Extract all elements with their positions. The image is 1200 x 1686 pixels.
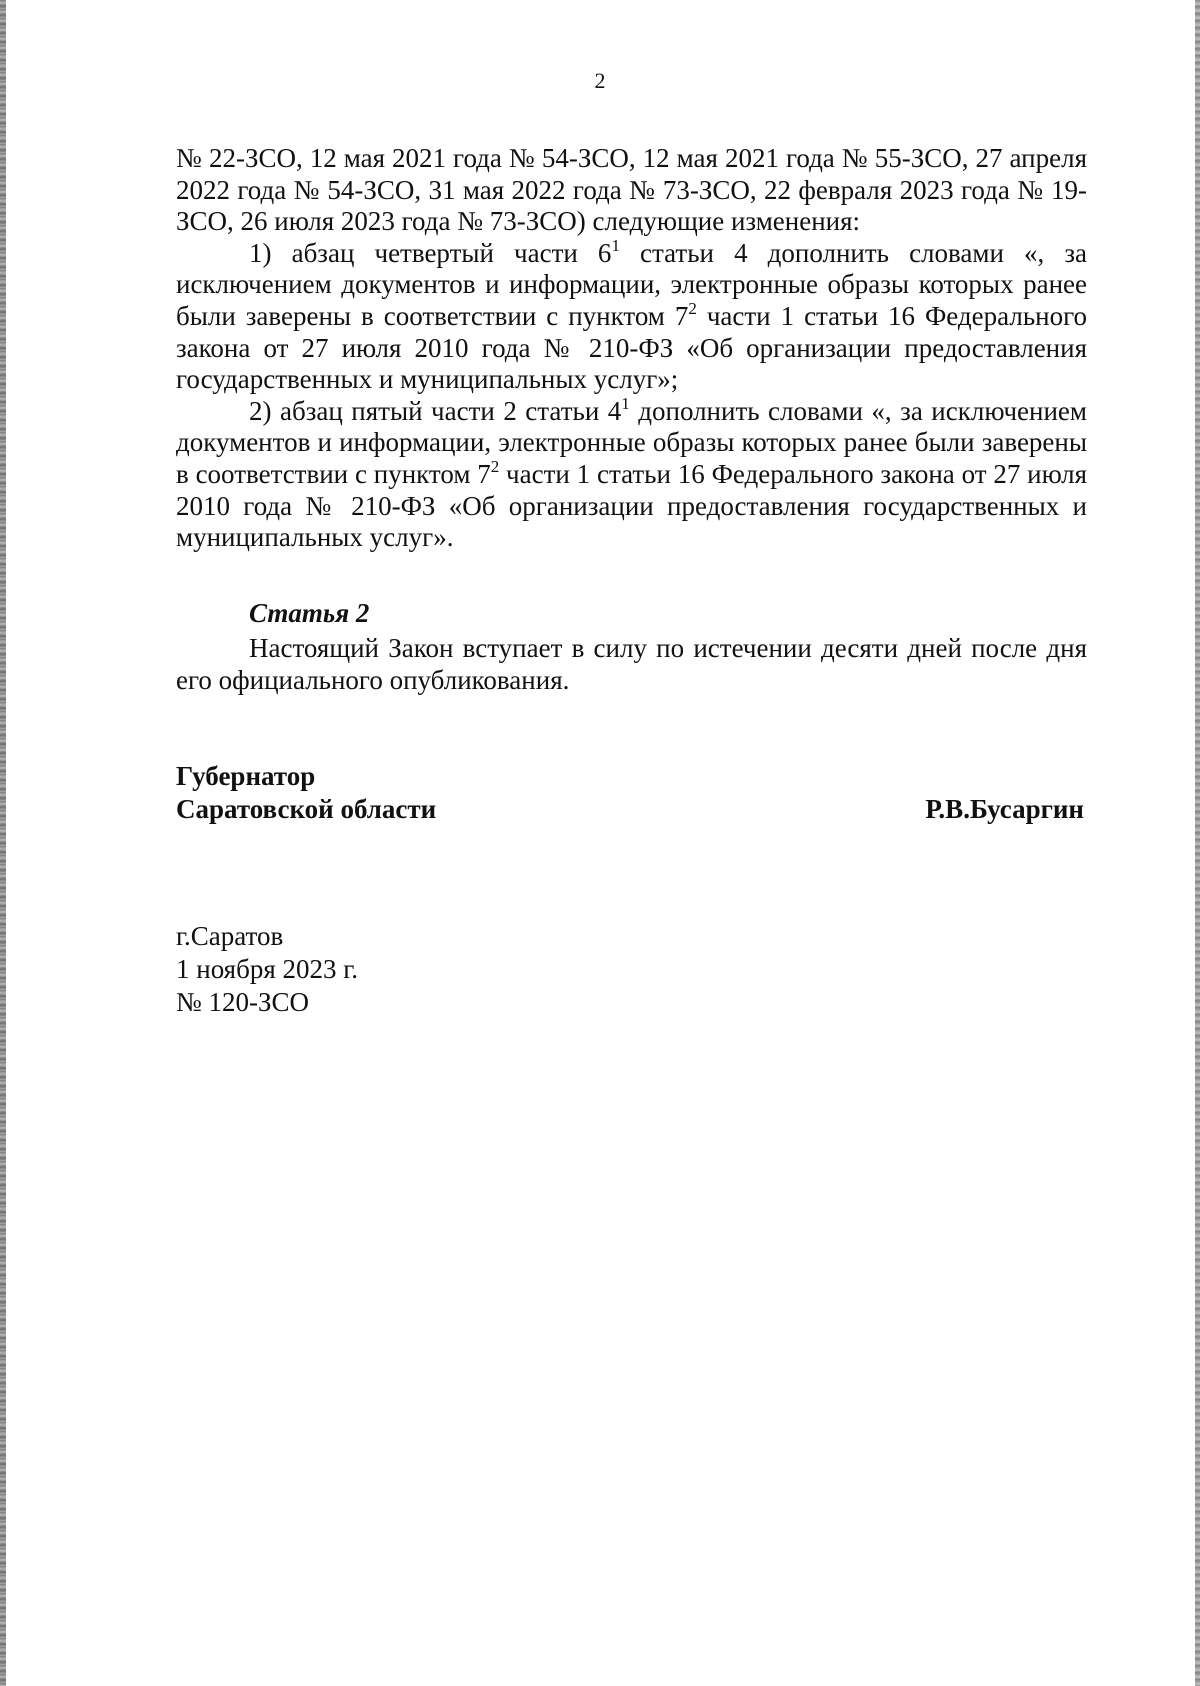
article-1-body: [176, 143, 1087, 554]
article-2-heading: Статья 2: [249, 598, 370, 628]
item2-tail: части 1 статьи 16 Федерального закона от 27 июля 2010 года № 210-ФЗ «Об организации предоставления государственных и муниципальных услуг».: [176, 458, 1087, 553]
article-2-body: [176, 633, 1087, 696]
law-number: № 120-ЗСО: [176, 987, 310, 1017]
item1-sup1: 1: [611, 235, 620, 255]
item2-sup2: 2: [490, 456, 500, 476]
scan-edge-left: [0, 0, 6, 1686]
item1-lead: 1) абзац четвертый части 6: [249, 237, 612, 268]
item1-mid: статьи 4 дополнить словами «, за исключением документов и информации, электронные образы которых ранее были заверены в соответствии с пунктом 7: [176, 237, 1088, 331]
scan-edge-right: [1195, 0, 1200, 1686]
law-imprint: [176, 920, 358, 1019]
item2-sup1: 1: [621, 393, 630, 413]
item1-tail: части 1 статьи 16 Федерального закона от 27 июля 2010 года № 210-ФЗ «Об организации предоставления государственных и муниципальных услуг»;: [176, 300, 1087, 395]
amendment-item-2: [176, 393, 1087, 554]
amendment-intro: № 22-ЗСО, 12 мая 2021 года № 54-ЗСО, 12 мая 2021 года № 55-ЗСО, 27 апреля 2022 года № 54-ЗСО, 31 мая 2022 года № 73-ЗСО, 22 февраля 2023 года № 19-ЗСО, 26 июля 2023 года № 73-ЗСО) следующие изменения:: [176, 143, 1087, 237]
signatory-name: Р.В.Бусаргин: [925, 794, 1084, 824]
item2-mid: дополнить словами «, за исключением документов и информации, электронные образы которых ранее были заверены в соответствии с пунктом 7: [176, 395, 1087, 489]
place-of-signing: г.Саратов: [176, 921, 284, 951]
article-2-text: Настоящий Закон вступает в силу по истечении десяти дней после дня его официального опубликования.: [176, 633, 1087, 695]
signatory-title: [176, 760, 436, 826]
page-number: 2: [594, 68, 606, 93]
item1-sup2: 2: [688, 298, 697, 318]
signatory-title-line-1: Губернатор: [176, 761, 316, 791]
signatory-title-line-2: Саратовской области: [176, 794, 437, 824]
signing-date: 1 ноября 2023 г.: [176, 954, 359, 984]
amendment-item-1: [176, 235, 1088, 396]
item2-lead: 2) абзац пятый части 2 статьи 4: [249, 395, 622, 426]
